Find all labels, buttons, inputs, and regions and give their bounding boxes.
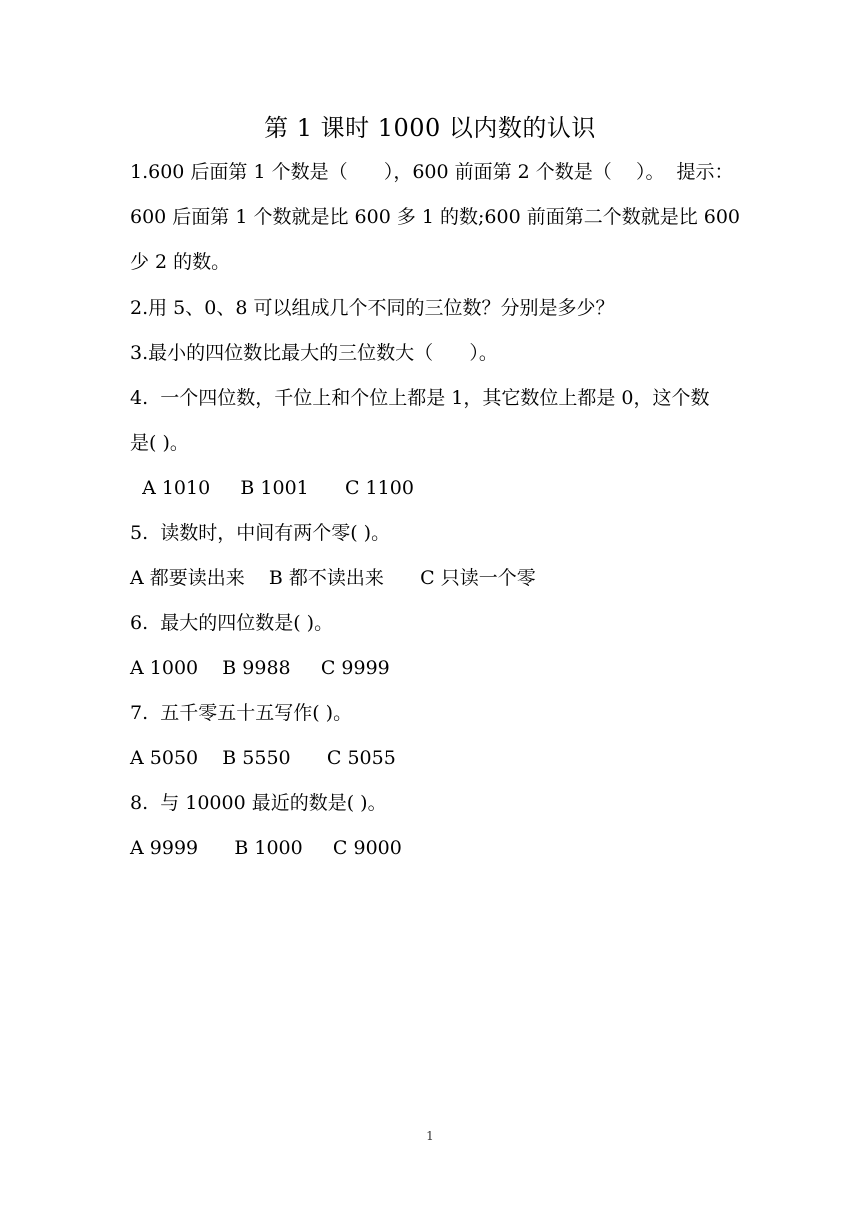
question-1-line-2: 600 后面第 1 个数就是比 600 多 1 的数;600 前面第二个数就是比 600	[130, 206, 740, 228]
question-6: 6. 最大的四位数是( )。	[130, 612, 334, 634]
page-number: 1	[426, 1129, 434, 1143]
question-1-line-1: 1.600 后面第 1 个数是（ ），600 前面第 2 个数是（ ）。 提示：	[130, 161, 734, 183]
page-title: 第 1 课时 1000 以内数的认识	[264, 114, 596, 142]
question-8: 8. 与 10000 最近的数是( )。	[130, 792, 387, 814]
question-5-options: A 都要读出来 B 都不读出来 C 只读一个零	[130, 567, 536, 589]
question-3: 3.最小的四位数比最大的三位数大（ ）。	[130, 342, 498, 364]
question-6-options: A 1000 B 9988 C 9999	[130, 657, 390, 679]
question-1-line-3: 少 2 的数。	[130, 251, 231, 273]
question-4-line-2: 是( )。	[130, 432, 189, 454]
question-8-options: A 9999 B 1000 C 9000	[130, 837, 402, 859]
question-2: 2.用 5、0、8 可以组成几个不同的三位数？分别是多少？	[130, 297, 615, 319]
question-4-options: A 1010 B 1001 C 1100	[130, 477, 414, 499]
question-5: 5. 读数时，中间有两个零( )。	[130, 522, 391, 544]
question-7: 7. 五千零五十五写作( )。	[130, 702, 353, 724]
question-4-line-1: 4. 一个四位数，千位上和个位上都是 1，其它数位上都是 0，这个数	[130, 387, 710, 409]
question-7-options: A 5050 B 5550 C 5055	[130, 747, 396, 769]
